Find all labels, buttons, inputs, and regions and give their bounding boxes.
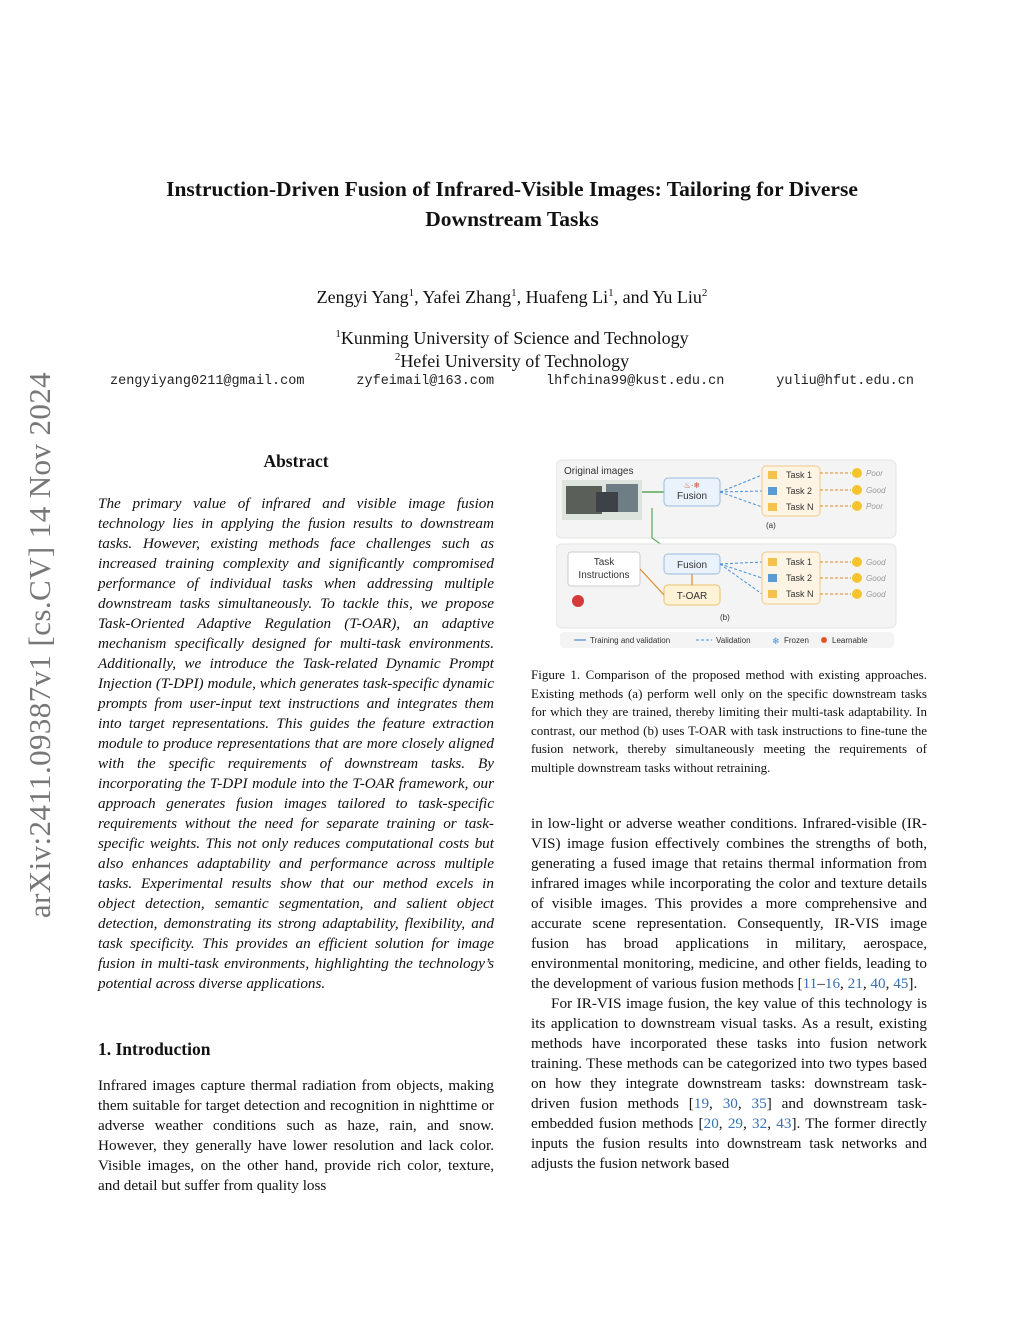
email-address[interactable]: lhfchina99@kust.edu.cn — [546, 374, 725, 389]
author-affiliation-mark: 1 — [408, 287, 415, 299]
email-address[interactable]: yuliu@hfut.edu.cn — [776, 374, 914, 389]
task-cube-icon — [768, 503, 777, 511]
learnable-frozen-icon: ♨·❄ — [683, 481, 701, 490]
introduction-paragraph: Infrared images capture thermal radiation from objects, making them suitable for target detection and recognition in nighttime or adverse weather conditions such as haze, rain, and snow. However, they generally have lower resolution and lack color. Visible images, on the other hand, provide rich color, texture, and detail but suffer from quality loss — [98, 1077, 494, 1194]
citation-link[interactable]: 40 — [870, 975, 886, 992]
good-face-icon — [852, 485, 862, 495]
citation-link[interactable]: 35 — [751, 1095, 767, 1112]
author-name: Yafei Zhang — [422, 287, 512, 307]
task-cube-icon — [768, 471, 777, 479]
abstract-section — [98, 451, 494, 994]
right-column-body — [531, 814, 927, 1174]
paragraph-text: For IR-VIS image fusion, the key value of this technology is its application to downstream visual tasks. As a result, existing methods have incorporated these tasks into fusion network training. These methods can be categorized into two types based on how they integrate downstream tasks: downstream task-driven fusion methods [ — [531, 995, 927, 1112]
task-cube-icon — [768, 558, 777, 566]
legend-training-label: Training and validation — [590, 636, 671, 645]
affiliation-2 — [100, 351, 924, 372]
affiliation-1 — [100, 328, 924, 349]
task2-label-b: Task 2 — [786, 573, 813, 583]
affiliation-name: Kunming University of Science and Technology — [340, 328, 689, 348]
author-affiliation-mark: 1 — [608, 287, 614, 299]
affiliation-number: 1 — [335, 328, 341, 340]
good-face-icon — [852, 573, 862, 583]
task1-label-b: Task 1 — [786, 557, 813, 567]
body-paragraph-2: For IR-VIS image fusion, the key value of this technology is its application to downstream visual tasks. As a result, existing methods have incorporated these tasks into fusion network training. These methods can be categorized into two types based on how they integrate downstream tasks: downstream task-driven fusion methods [19, 30, 35] and downstream task-embedded fusion methods [20, 29, 32, 43]. The former directly inputs the fusion results into downstream task networks and adjusts the fusion network based — [531, 995, 928, 1172]
arxiv-identifier — [20, 345, 60, 945]
title-line-1: Instruction-Driven Fusion of Infrared-Visible Images: Tailoring for Diverse — [166, 177, 858, 201]
title-line-2: Downstream Tasks — [425, 207, 599, 231]
poor-face-icon — [852, 501, 862, 511]
citation-link[interactable]: 45 — [893, 975, 909, 992]
author-name: Huafeng Li — [525, 287, 609, 307]
author-affiliation-mark: 2 — [701, 287, 708, 299]
poor-label: Poor — [866, 502, 883, 511]
affiliation-number: 2 — [394, 351, 401, 363]
taskn-label-b: Task N — [786, 589, 814, 599]
panel-b-label: (b) — [720, 613, 730, 622]
good-face-icon — [852, 589, 862, 599]
good-label: Good — [866, 574, 886, 583]
paragraph-text: ] and downstream task-embedded fusion methods [ — [531, 1095, 928, 1132]
citation-link[interactable]: 43 — [776, 1115, 792, 1132]
author-list — [100, 287, 924, 308]
task-instructions-label-1: Task — [593, 557, 615, 568]
snowflake-icon: ❄ — [772, 636, 780, 646]
fusion-label-b: Fusion — [676, 560, 708, 571]
body-paragraph-1: in low-light or adverse weather conditions. Infrared-visible (IR-VIS) image fusion effectively combines the strengths of both, generating a fused image that retains thermal information from infrared images while incorporating the color and texture details of visible images. This provides a more comprehensive and accurate scene representation. Consequently, IR-VIS image fusion has broad applications in military, aerospace, environmental monitoring, medicine, and other fields, leading to the development of various fusion methods [11–16, 21, 40, 45]. — [531, 815, 927, 992]
citation-link[interactable]: 32 — [752, 1115, 768, 1132]
author-name: Yu Liu — [652, 287, 702, 307]
good-label: Good — [866, 558, 886, 567]
original-images-label: Original images — [564, 466, 634, 477]
introduction-heading: 1. Introduction — [98, 1039, 211, 1059]
citation-link[interactable]: 30 — [722, 1095, 738, 1112]
arxiv-identifier-text: arXiv:2411.09387v1 [cs.CV] 14 Nov 2024 — [22, 371, 57, 919]
legend-learnable-label: Learnable — [832, 636, 868, 645]
paragraph-text: in low-light or adverse weather conditions. Infrared-visible (IR-VIS) image fusion effectively combines the strengths of both, generating a fused image that retains thermal information from infrared images while incorporating the color and texture details of visible images. This provides a more comprehensive and accurate scene representation. Consequently, IR-VIS image fusion has broad applications in military, aerospace, environmental monitoring, medicine, and other fields, leading to the development of various fusion methods [ — [531, 815, 927, 992]
citation-link[interactable]: 29 — [727, 1115, 743, 1132]
paragraph-end: ]. — [908, 975, 918, 992]
figure-1-diagram — [556, 458, 898, 652]
author-name: Zengyi Yang — [316, 287, 409, 307]
paragraph-text: ]. The former directly inputs the fusion results into downstream task networks and adjusts the fusion network based — [531, 1115, 928, 1172]
author-separator: , — [516, 287, 526, 307]
author-separator: , — [414, 287, 423, 307]
task2-label-a: Task 2 — [786, 486, 813, 496]
good-label: Good — [866, 590, 886, 599]
poor-label: Poor — [866, 469, 883, 478]
taskn-label-a: Task N — [786, 502, 814, 512]
citation-link[interactable]: 16 — [824, 975, 841, 992]
toar-label: T-OAR — [676, 591, 708, 602]
thumbnail-overlap — [596, 492, 618, 512]
citation-link[interactable]: 19 — [693, 1095, 710, 1112]
task1-label-a: Task 1 — [786, 470, 813, 480]
task-instructions-label-2: Instructions — [578, 570, 630, 581]
panel-a-label: (a) — [766, 521, 776, 530]
citation-link[interactable]: 11 — [802, 975, 818, 992]
email-list — [100, 374, 924, 389]
good-label: Good — [866, 486, 886, 495]
caption-text: Figure 1. Comparison of the proposed method with existing approaches. Existing methods (a) perform well only on the specific downstream tasks for which they are trained, thereby limiting their multi-task adaptability. In contrast, our method (b) uses T-OAR with task instructions to fine-tune the fusion network, thereby simultaneously meeting the requirements of multiple downstream tasks without retraining. — [531, 667, 927, 775]
good-face-icon — [852, 557, 862, 567]
citation-link[interactable]: 21 — [847, 975, 863, 992]
task-cube-icon — [768, 487, 777, 495]
figure-1 — [556, 458, 898, 652]
author-separator: , and — [613, 287, 653, 307]
paper-title — [100, 174, 924, 234]
abstract-heading: Abstract — [263, 451, 329, 471]
author-affiliation-mark: 1 — [511, 287, 517, 299]
flame-icon — [821, 637, 827, 643]
abstract-text: The primary value of infrared and visible image fusion technology lies in applying the fusion results to downstream tasks. However, existing methods face challenges such as increased training complexity and significantly compromised performance of individual tasks when addressing multiple downstream tasks simultaneously. To tackle this, we propose Task-Oriented Adaptive Regulation (T-OAR), an adaptive mechanism specifically designed for multi-task environments. Additionally, we introduce the Task-related Dynamic Prompt Injection (T-DPI) module, which generates task-specific dynamic prompts from user-input text instructions and integrates them into target representations. This guides the feature extraction module to produce representations that are more closely aligned with the specific requirements of downstream tasks. By incorporating the T-DPI module into the T-OAR framework, our approach generates fusion images tailored to task-specific requirements without the need for separate training or task-specific weights. This not only reduces computational costs but also enhances adaptability and performance across multiple tasks. Experimental results show that our method excels in object detection, semantic segmentation, and salient object detection, demonstrating its strong adaptability, flexibility, and task specificity. This provides an efficient solution for image fusion in multi-task environments, highlighting the technology’s potential across diverse applications. — [98, 495, 494, 992]
task-cube-icon — [768, 590, 777, 598]
introduction-section — [98, 1039, 494, 1196]
poor-face-icon — [852, 468, 862, 478]
citation-link[interactable]: 20 — [703, 1115, 719, 1132]
email-address[interactable]: zyfeimail@163.com — [356, 374, 495, 389]
fusion-label-a: Fusion — [676, 491, 708, 502]
task-cube-icon — [768, 574, 777, 582]
legend-validation-label: Validation — [716, 636, 751, 645]
email-address[interactable]: zengyiyang0211@gmail.com — [110, 374, 305, 389]
user-icon — [572, 595, 584, 607]
legend-frozen-label: Frozen — [784, 636, 809, 645]
affiliation-name: Hefei University of Technology — [400, 351, 630, 371]
figure-1-caption — [531, 666, 927, 777]
